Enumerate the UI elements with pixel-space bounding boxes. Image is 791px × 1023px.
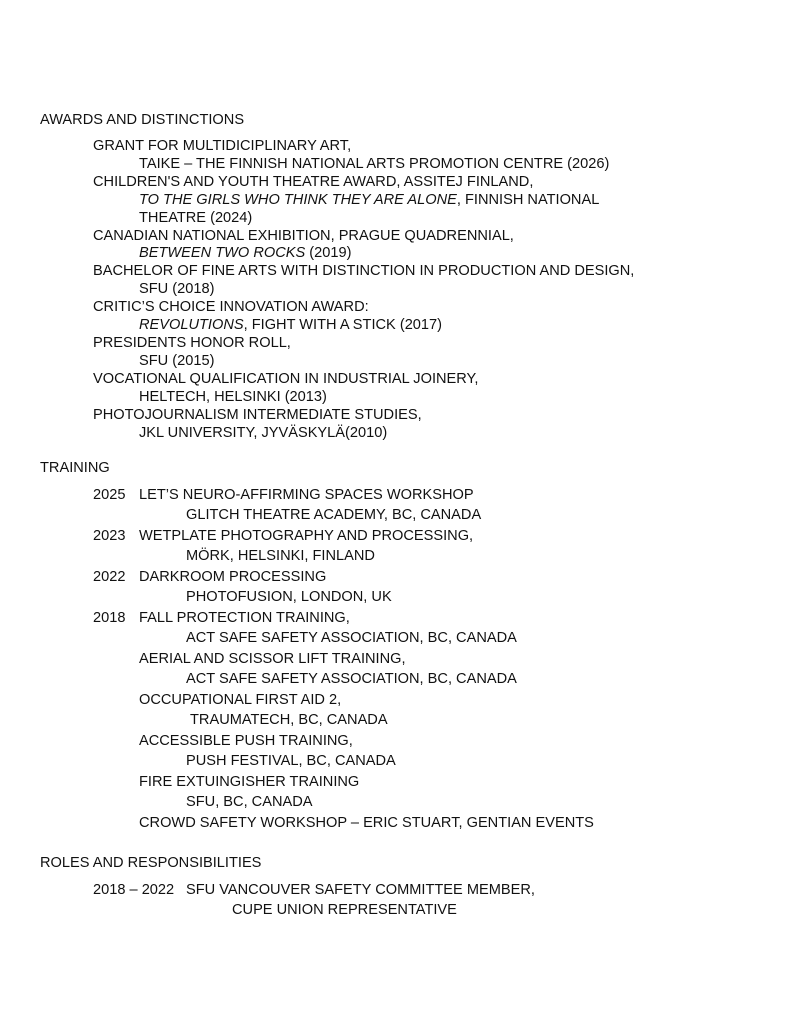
training-year: 2018 [93,610,126,626]
training-provider: PUSH FESTIVAL, BC, CANADA [186,753,396,769]
award-detail: TAIKE – THE FINNISH NATIONAL ARTS PROMOTION CENTRE (2026) [139,156,610,172]
award-title: PRESIDENTS HONOR ROLL, [93,335,291,351]
award-detail-text: (2019) [305,245,352,261]
training-provider: GLITCH THEATRE ACADEMY, BC, CANADA [186,507,482,523]
awards-heading: AWARDS AND DISTINCTIONS [40,112,245,128]
award-detail-text: , FIGHT WITH A STICK (2017) [243,317,443,333]
role-title: CUPE UNION REPRESENTATIVE [232,902,457,918]
work-title: BETWEEN TWO ROCKS [139,245,306,261]
award-title: VOCATIONAL QUALIFICATION IN INDUSTRIAL JOINERY, [93,371,479,387]
award-detail: THEATRE (2024) [139,210,253,226]
role-title: SFU VANCOUVER SAFETY COMMITTEE MEMBER, [186,882,535,898]
training-heading: TRAINING [40,460,110,476]
award-title: BACHELOR OF FINE ARTS WITH DISTINCTION IN PRODUCTION AND DESIGN, [93,263,635,279]
award-detail: HELTECH, HELSINKI (2013) [139,389,327,405]
award-detail [139,245,351,262]
training-title: DARKROOM PROCESSING [139,569,327,585]
training-provider: SFU, BC, CANADA [186,794,313,810]
training-year: 2022 [93,569,126,585]
training-provider: ACT SAFE SAFETY ASSOCIATION, BC, CANADA [186,630,517,646]
training-provider: ACT SAFE SAFETY ASSOCIATION, BC, CANADA [186,671,517,687]
training-title: WETPLATE PHOTOGRAPHY AND PROCESSING, [139,528,474,544]
training-provider: MÖRK, HELSINKI, FINLAND [186,548,375,564]
training-title: FIRE EXTUINGISHER TRAINING [139,774,360,790]
training-title: CROWD SAFETY WORKSHOP – ERIC STUART, GENTIAN EVENTS [139,815,594,831]
training-title: FALL PROTECTION TRAINING, [139,610,350,626]
roles-heading: ROLES AND RESPONSIBILITIES [40,855,262,871]
training-title: OCCUPATIONAL FIRST AID 2, [139,692,342,708]
award-detail [139,317,442,334]
award-title: CHILDREN'S AND YOUTH THEATRE AWARD, ASSITEJ FINLAND, [93,174,534,190]
award-detail [139,192,599,209]
work-title: REVOLUTIONS [139,317,244,333]
award-detail: JKL UNIVERSITY, JYVÄSKYLÄ(2010) [139,425,388,441]
award-detail: SFU (2018) [139,281,215,297]
training-title: ACCESSIBLE PUSH TRAINING, [139,733,353,749]
award-detail: SFU (2015) [139,353,215,369]
award-title: CRITIC’S CHOICE INNOVATION AWARD: [93,299,369,315]
work-title: TO THE GIRLS WHO THINK THEY ARE ALONE [139,192,457,208]
award-title: CANADIAN NATIONAL EXHIBITION, PRAGUE QUADRENNIAL, [93,228,514,244]
training-provider: PHOTOFUSION, LONDON, UK [186,589,392,605]
training-title: AERIAL AND SCISSOR LIFT TRAINING, [139,651,406,667]
training-title: LET’S NEURO-AFFIRMING SPACES WORKSHOP [139,487,474,503]
training-provider: TRAUMATECH, BC, CANADA [190,712,388,728]
roles-years: 2018 – 2022 [93,882,175,898]
training-year: 2025 [93,487,126,503]
award-title: GRANT FOR MULTIDICIPLINARY ART, [93,138,352,154]
award-detail-text: , FINNISH NATIONAL [456,192,600,208]
award-title: PHOTOJOURNALISM INTERMEDIATE STUDIES, [93,407,422,423]
training-year: 2023 [93,528,126,544]
